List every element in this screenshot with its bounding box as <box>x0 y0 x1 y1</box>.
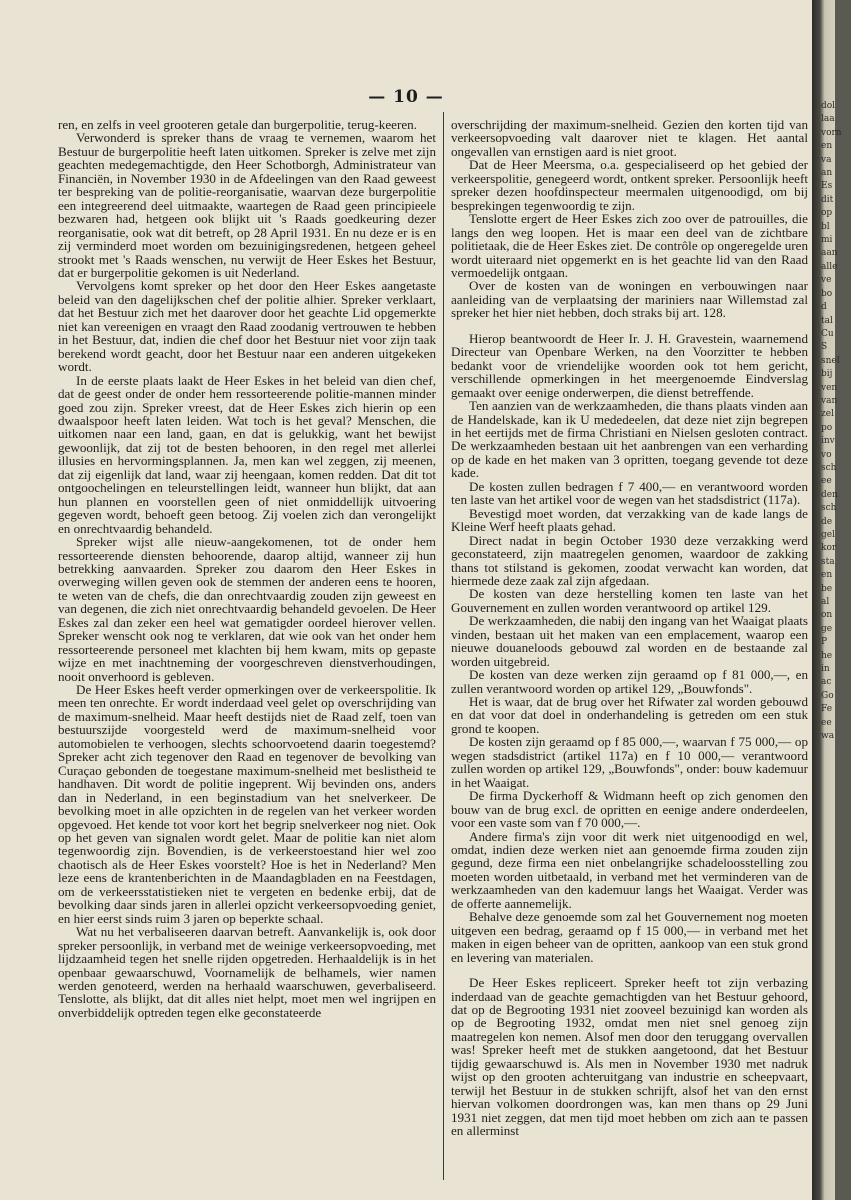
paragraph: De firma Dyckerhoff & Widmann heeft op zich genomen den bouw van de brug excl. de opritten en eenige andere onderdeelen, voor een vaste som van f 70 000,—. <box>451 788 808 831</box>
paragraph: Spreker wijst alle nieuw-aangekomenen, tot de onder hem ressorteerende diensten behoorende, daarop altijd, wanneer zij hun betrekking aanvaarden. Spreker zou daarom den Heer Eskes in overweging willen geven ook de stemmen der anderen eens te hooren, te weten van de chefs, die dan onrechtvaardig zouden zijn geweest en van degenen, die zich niet onrechtvaardig behandeld gevoelen. De Heer Eskes zal dan zeker een heel wat gematigder oordeel hierover vellen. Spreker wenscht ook nog te verklaren, dat wie ook van het onder hem ressorteerende personeel met klachten bij hem kwam, mits op gepaste wijze en met inachtneming der voorgeschreven dienstverhoudingen, nooit onverhoord is gebleven. <box>58 534 436 684</box>
paragraph: Andere firma's zijn voor dit werk niet uitgenoodigd en wel, omdat, indien deze werken niet aan genoemde firma zouden zijn gegund, deze firma een niet onbelangrijke schadeloosstelling zou moeten worden uitbetaald, in verband met het verminderen van de werkzaamheden van den kademuur langs het Waaigat. Verder was de offerte aannemelijk. <box>451 828 808 911</box>
column-divider <box>443 112 444 1180</box>
page-number: — 10 — <box>368 87 444 107</box>
paragraph: Ten aanzien van de werkzaamheden, die thans plaats vinden aan de Handelskade, kan ik U mededeelen, dat deze niet zijn begrepen in het eertijds met de firma Christiani en Nielsen gesloten contract. De werkzaamheden bestaan uit het aanbrengen van een verharding op de kade en het maken van 3 opritten, toegang gevende tot deze kade. <box>451 398 808 481</box>
paragraph: De kosten zullen bedragen f 7 400,— en verantwoord worden ten laste van het artikel voor de wegen van het stadsdistrict (117a). <box>451 478 808 508</box>
right-column <box>451 118 808 1178</box>
paragraph: De kosten van deze herstelling komen ten laste van het Gouvernement en zullen worden verantwoord op artikel 129. <box>451 586 808 615</box>
paragraph: De Heer Eskes repliceert. Spreker heeft tot zijn verbazing inderdaad van de geachte gemachtigden van het Bestuur gehoord, dat op de Begrooting 1931 niet zooveel bezuinigd kan worden als op de Begrooting 1932, omdat men niet snel genoeg zijn maatregelen kon nemen. Alsof men door den teruggang overvallen was! Spreker heeft met de stukken aangetoond, dat het Bestuur tijdig gewaarschuwd is. Als men in November 1930 met nadruk wijst op den grooten achteruitgang van industrie en scheepvaart, terwijl het Bestuur in de stukken schrijft, alsof het van den ernst hiervan volkomen doordrongen was, kan men thans op 29 Juni 1931 niet zeggen, dat men tijd moet hebben om zich aan te passen en allerminst <box>451 975 808 1139</box>
adjacent-page-text: dol laa vorn en va an Es dit op bl mi aan alle ve bo d tal Cu S snel bij ven van zel po inv vo sch ee den sch de gel kor sta en be al on ge P he in ac Go Fe ee wa <box>821 101 842 742</box>
paragraph: Tenslotte ergert de Heer Eskes zich zoo over de patrouilles, die langs den weg loopen. Het is maar een deel van de zichtbare politietaak, die de Heer Eskes ziet. De contrôle op ongeregelde uren wordt uiteraard niet opgemerkt en is het geachte lid van den Raad vermoedelijk ontgaan. <box>451 211 808 280</box>
paragraph: De kosten van deze werken zijn geraamd op f 81 000,—, en zullen verantwoord worden op artikel 129, „Bouwfonds". <box>451 667 808 696</box>
paragraph: Het is waar, dat de brug over het Rifwater zal worden gebouwd en dat voor dat doel in onderhandeling is getreden om een stuk grond te koopen. <box>451 694 808 736</box>
paragraph: Bevestigd moet worden, dat verzakking van de kade langs de Kleine Werf heeft plaats gehad. <box>451 505 808 535</box>
paragraph: ren, en zelfs in veel grooteren getale dan burgerpolitie, terug-keeren. <box>58 117 417 132</box>
paragraph: In de eerste plaats laakt de Heer Eskes in het beleid van dien chef, dat de geest onder de onder hem ressorteerende politie-mannen minder goed zou zijn. Spreker vreest, dat de Heer Eskes zich hierin op een dwaalspoor heeft laten leiden. Wat toch is het geval? Menschen, die uitkomen naar een land, gaan, en dat is gelukkig, want het bewijst gewoonlijk, dat zij tot de besten behooren, in den regel met allerlei illusies en hervormingsplannen. Ja, men kan wel zeggen, zij meenen, dat zij eigenlijk dat land, waar zij heengaan, komen redden. Dat dit tot ontgoochelingen en teleurstellingen leidt, wanneer hun blijkt, dat aan hun plannen en voorstellen geen of niet onmiddellijk uitvoering gegeven wordt, behoeft geen betoog. Zij voelen zich dan verongelijkt en onrechtvaardig behandeld. <box>58 372 436 536</box>
paragraph: De werkzaamheden, die nabij den ingang van het Waaigat plaats vinden, bestaan uit het maken van een emplacement, waarop een nieuwe douaneloods gebouwd zal worden en de bestaande zal worden uitgebreid. <box>451 613 808 669</box>
paragraph: Vervolgens komt spreker op het door den Heer Eskes aangetaste beleid van den dagelijkschen chef der politie alhier. Spreker verklaart, dat het Bestuur zich met het daarover door het geachte Lid opgemerkte niet kan vereenigen en vraagt den Raad zoodanig vertrouwen te hebben in het Bestuur, dat, indien die chef door het Bestuur niet voor zijn taak berekend wordt geacht, door het Bestuur naar een anderen uitgekeken wordt. <box>58 278 436 375</box>
paragraph: Behalve deze genoemde som zal het Gouvernement nog moeten uitgeven een bedrag, geraamd op f 15 000,— in verband met het maken in eigen beheer van de opritten, aankoop van een stuk grond en levering van materialen. <box>451 909 808 965</box>
paragraph: De kosten zijn geraamd op f 85 000,—, waarvan f 75 000,— op wegen stadsdistrict (artikel 117a) en f 10 000,— verantwoord zullen worden op artikel 129, „Bouwfonds", onder: bouw kademuur in het Waaigat. <box>451 734 808 790</box>
paragraph: De Heer Eskes heeft verder opmerkingen over de verkeerspolitie. Ik meen ten onrechte. Er wordt inderdaad veel gelet op overschrijding van de maximum-snelheid. Maar heeft destijds niet de Raad zelf, toen van bestuurszijde voorgesteld werd de maximum-snelheid voor automobielen te verhoogen, slechts schoorvoetend daarin toegestemd? Spreker acht zich tegenover den Raad en tegenover de bevolking van Curaçao gebonden de toegestane maximum-snelheid met beslistheid te handhaven. Dit wordt de politie ingeprent. Wij bevinden ons, anders dan in Nederland, in een beginstadium van het snelverkeer. De bevolking moet in alle opzichten in de regelen van het verkeer worden opgevoed. Het kende tot voor kort het begrip snelverkeer nog niet. Ook op het geven van signalen wordt gelet. Maar de politie kan niet alom tegenwoordig zijn. Bovendien, is de verkeerstoestand hier wel zoo chaotisch als de Heer Eskes voorstelt? Hoe is het in Nederland? Men leze eens de krantenberichten in de Maandagbladen en na Feestdagen, om de verkeersstatistieken niet te vergeten en bedenke erbij, dat de bevolking daar sinds jaren in allerlei opzicht verkeersopvoeding geniet, en hier eerst sinds ruim 3 jaren op beperkte schaal. <box>58 682 436 926</box>
paragraph: Wat nu het verbaliseeren daarvan betreft. Aanvankelijk is, ook door spreker persoonlijk, in verband met de weinige verkeersopvoeding, met lijdzaamheid tegen het snelle rijden opgetreden. Herhaaldelijk is in het openbaar gewaarschuwd, Voornamelijk de belhamels, wier namen werden genoteerd, werden na herhaald waarschuwen, geverbaliseerd. Tenslotte, als blijkt, dat dit alles niet helpt, moet men wel ingrijpen en onverbiddelijk optreden tegen elke geconstateerde <box>58 924 436 1020</box>
paragraph: Over de kosten van de woningen en verbouwingen naar aanleiding van de verplaatsing der mariniers naar Willemstad zal spreker het hier niet hebben, doch straks bij art. 128. <box>451 278 808 321</box>
paragraph: Verwonderd is spreker thans de vraag te vernemen, waarom het Bestuur de burgerpolitie heeft laten uitkomen. Spreker is zelve met zijn geachten medegemachtigde, den Heer Schotborgh, Administrateur van Financiën, in November 1930 in de Afdeelingen van den Raad geweest ter bespreking van de politie-reorganisatie, waarvan deze burgerpolitie een integreerend deel uitmaakte, waartegen de Raad geen principieele bezwaren had, hetgeen ook blijkt uit 's Raads goedkeuring dezer reorganisatie, ook wat dit betreft, op 28 April 1931. En nu deze er is en zij verminderd moet worden om bezuinigingsredenen, hetgeen geheel strookt met 's Raads wenschen, nu verwijt de Heer Eskes het Bestuur, dat er burgerpolitie gekomen is uit Nederland. <box>58 130 436 280</box>
left-column <box>58 118 436 1178</box>
paragraph: Hierop beantwoordt de Heer Ir. J. H. Gravestein, waarnemend Directeur van Openbare Werken, na den Voorzitter te hebben bedankt voor de vriendelijke woorden ook tot hem gericht, verschillende opmerkingen in het meergenoemde Eindverslag gemaakt over eenige onderwerpen, die dienst betreffende. <box>451 330 808 400</box>
paragraph: Direct nadat in begin October 1930 deze verzakking werd geconstateerd, zijn maatregelen genomen, waardoor de zakking thans tot stilstand is gekomen, zoodat verwacht kan worden, dat hiermede deze zaak zal zijn afgedaan. <box>451 532 808 588</box>
paragraph: overschrijding der maximum-snelheid. Gezien den korten tijd van verkeersopvoeding valt daarover niet te klagen. Het aantal ongevallen van ernstigen aard is niet groot. <box>451 117 808 159</box>
book-binding-edge <box>812 0 842 1200</box>
paragraph: Dat de Heer Meersma, o.a. gespecialiseerd op het gebied der verkeerspolitie, genegeerd wordt, ontkent spreker. Persoonlijk heeft spreker dezen hoofdinspecteur meermalen uitgenoodigd, om bij besprekingen tegenwoordig te zijn. <box>451 157 808 213</box>
